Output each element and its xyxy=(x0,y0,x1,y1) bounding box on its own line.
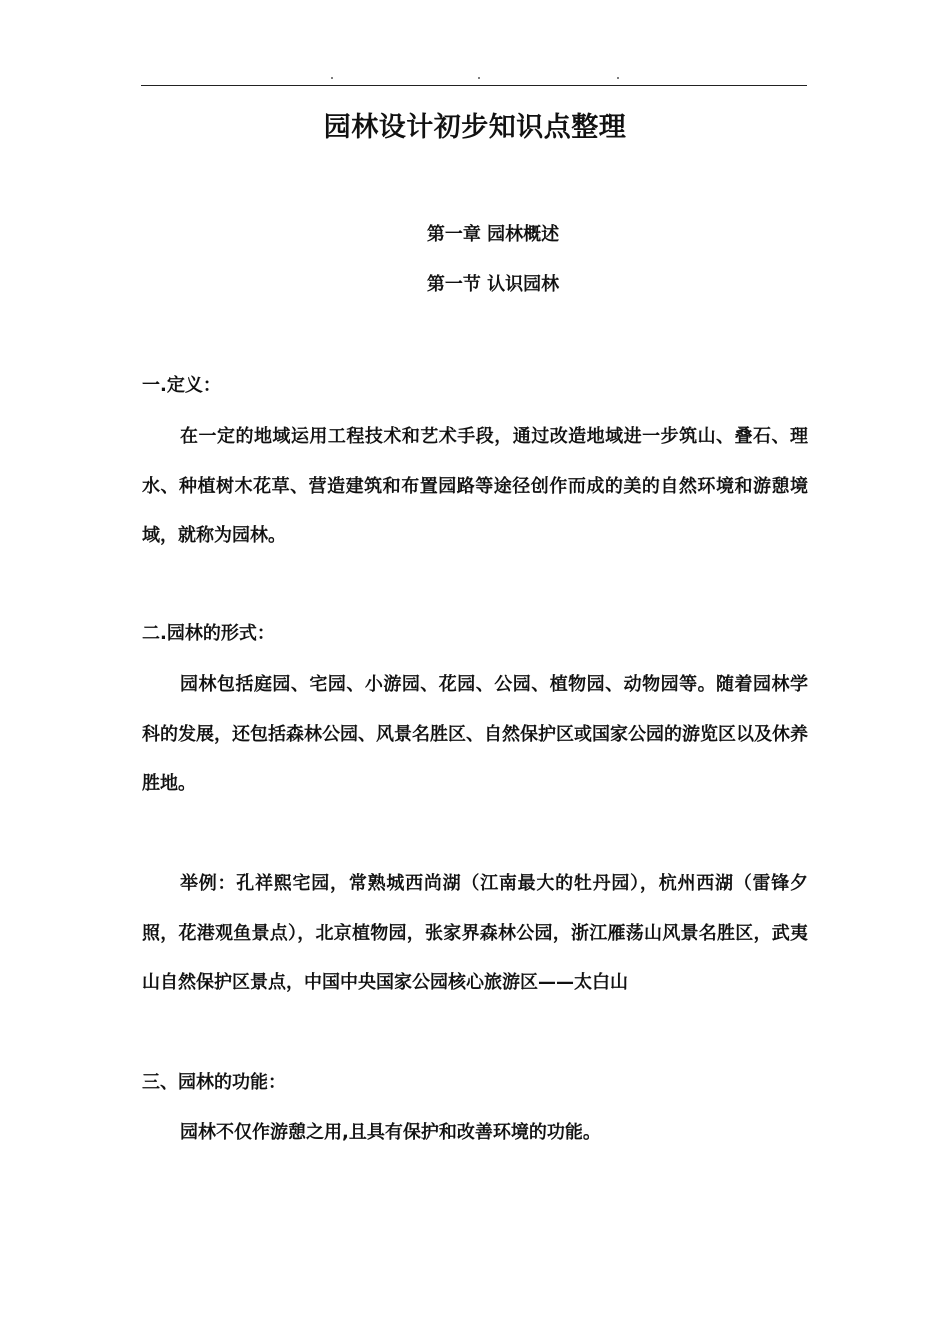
forms-heading: 二.园林的形式： xyxy=(142,623,275,644)
functions-paragraph: 园林不仅作游憩之用,且具有保护和改善环境的功能。 xyxy=(180,1122,601,1143)
definition-heading: 一.定义： xyxy=(142,375,221,396)
forms-paragraph: 园林包括庭园、宅园、小游园、花园、公园、植物园、动物园等。随着园林学科的发展，还包括森林公园、风景名胜区、自然保护区或国家公园的游览区以及休养胜地。 xyxy=(142,674,808,794)
examples-paragraph: 举例：孔祥熙宅园，常熟城西尚湖（江南最大的牡丹园），杭州西湖（雷锋夕照，花港观鱼景点），北京植物园，张家界森林公园，浙江雁荡山风景名胜区，武夷山自然保护区景点，中国中央国家公园核心旅游区——太白山 xyxy=(142,873,808,993)
section-heading: 第一节 认识园林 xyxy=(426,274,560,295)
header-dot xyxy=(331,77,333,79)
header-dot xyxy=(478,77,480,79)
chapter-heading: 第一章 园林概述 xyxy=(426,224,560,245)
document-title: 园林设计初步知识点整理 xyxy=(323,112,627,143)
header-dot xyxy=(617,77,619,79)
functions-heading: 三、园林的功能： xyxy=(142,1072,286,1093)
header-rule xyxy=(141,85,807,86)
definition-paragraph: 在一定的地域运用工程技术和艺术手段，通过改造地域进一步筑山、叠石、理水、种植树木花草、营造建筑和布置园路等途径创作而成的美的自然环境和游憩境域，就称为园林。 xyxy=(142,426,808,546)
